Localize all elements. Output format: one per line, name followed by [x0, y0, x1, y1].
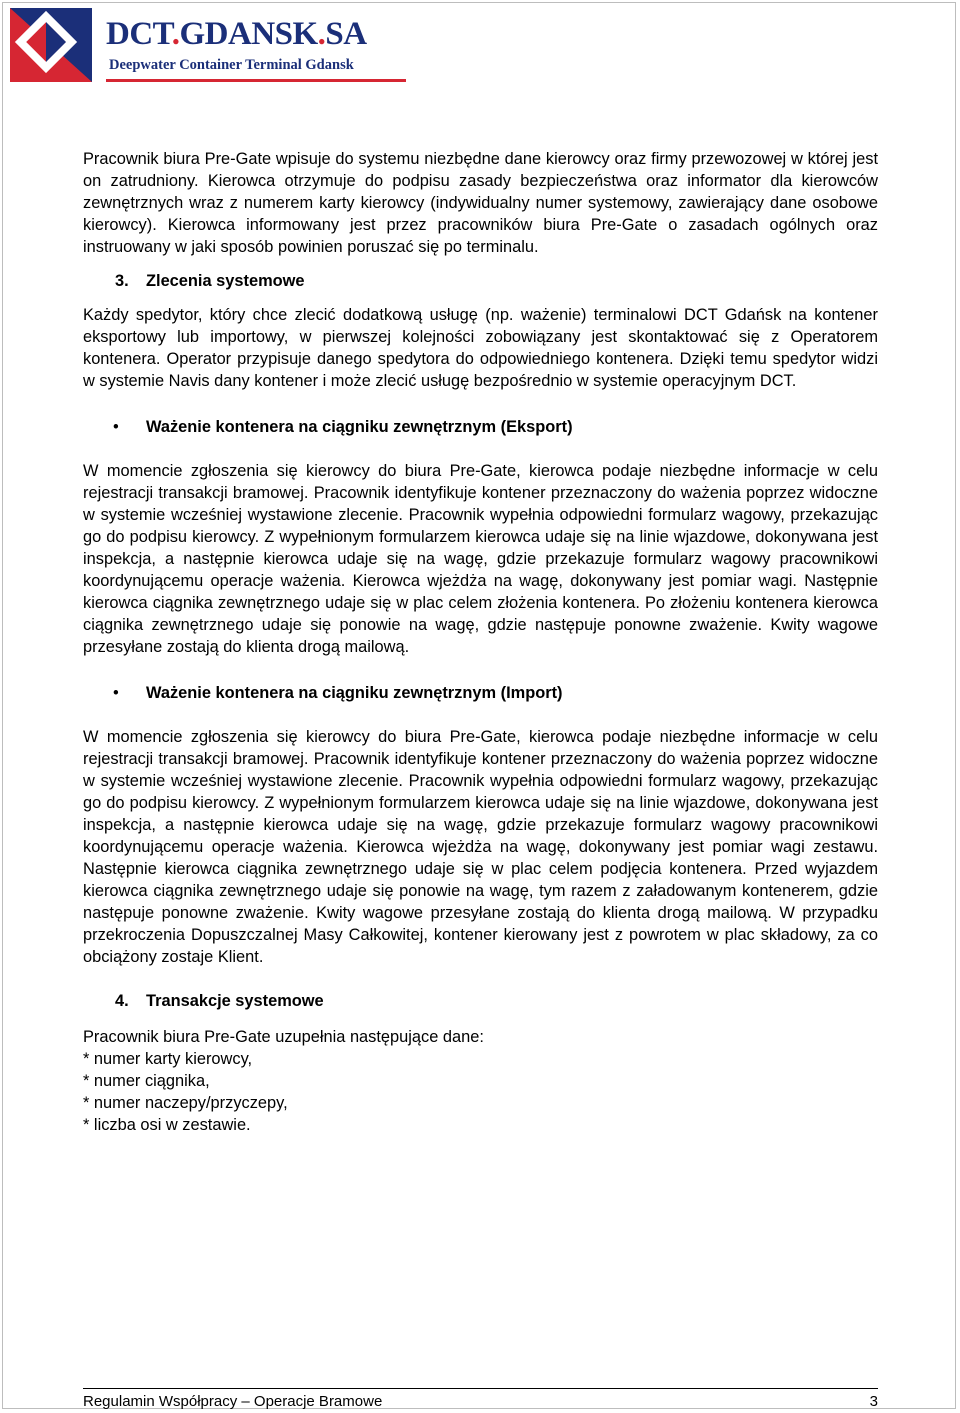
bullet-icon: •: [113, 684, 119, 702]
header-logo: [8, 6, 408, 86]
export-paragraph: W momencie zgłoszenia się kierowcy do biura Pre-Gate, kierowca podaje niezbędne informacje w celu rejestracji transakcji bramowej. Pracownik identyfikuje kontener przeznaczony do ważenia poprzez widoczne w systemie wcześniej wystawione zlecenie. Pracownik wypełnia odpowiedni formularz wagowy, przekazując go do podpisu kierowcy. Z wypełnionym formularzem kierowca udaje się na linie wjazdowe, dokonywana jest inspekcja, a następnie kierowca udaje się na wagę, gdzie przekazuje formularz wagowy pracownikowi koordynującemu operacje ważenia. Kierowca wjeżdża na wagę, dokonywany jest pomiar wagi. Następnie kierowca ciągnika zewnętrznego udaje się w plac celem złożenia kontenera. Po złożeniu kontenera kierowca ciągnika zewnętrznego udaje się ponowie na wagę, gdzie następuje ponowne zważenie. Kwity wagowe przesyłane zostają do klienta drogą mailową.: [83, 462, 878, 656]
import-title: Ważenie kontenera na ciągniku zewnętrznym (Import): [146, 684, 563, 702]
list-item: * numer ciągnika,: [83, 1072, 210, 1090]
document-body: [83, 148, 878, 1136]
footer-divider: [83, 1388, 878, 1389]
logo-title: DCT.GDANSK.SA: [106, 16, 367, 52]
page-number: 3: [869, 1393, 878, 1410]
import-heading: [83, 682, 878, 704]
import-paragraph: W momencie zgłoszenia się kierowcy do biura Pre-Gate, kierowca podaje niezbędne informacje w celu rejestracji transakcji bramowej. Pracownik identyfikuje kontener przeznaczony do ważenia poprzez widoczne w systemie wcześniej wystawione zlecenie. Pracownik wypełnia odpowiedni formularz wagowy, przekazując go do podpisu kierowcy. Z wypełnionym formularzem kierowca udaje się na linie wjazdowe, dokonywana jest inspekcja, a następnie kierowca udaje się na wagę, gdzie przekazuje formularz wagowy pracownikowi koordynującemu operacje ważenia. Kierowca wjeżdża na wagę, dokonywany jest pomiar wagi zestawu. Następnie kierowca ciągnika zewnętrznego udaje się w plac celem podjęcia kontenera. Przed wyjazdem kierowca ciągnika zewnętrznego udaje się ponowie na wagę, tym razem z załadowanym kontenerem, gdzie następuje ponowne zważenie. Kwity wagowe przesyłane zostają do klienta drogą mailową. W przypadku przekroczenia Dopuszczalnej Masy Całkowitej, kontener kierowany jest z powrotem w plac składowy, za co obciążony zostaje Klient.: [83, 728, 878, 966]
logo-underline: [106, 79, 406, 82]
section-3-heading: [83, 270, 878, 292]
section-3-title: Zlecenia systemowe: [146, 272, 305, 290]
logo-subtitle: Deepwater Container Terminal Gdansk: [109, 57, 354, 73]
dct-logo-icon: [8, 6, 96, 86]
footer-title: Regulamin Współpracy – Operacje Bramowe: [83, 1393, 383, 1410]
list-item: * numer naczepy/przyczepy,: [83, 1094, 288, 1112]
bullet-icon: •: [113, 418, 119, 436]
section-4-intro: Pracownik biura Pre-Gate uzupełnia następujące dane:: [83, 1028, 484, 1046]
section-4-heading: [83, 990, 878, 1012]
export-heading: [83, 416, 878, 438]
list-item: * numer karty kierowcy,: [83, 1050, 253, 1068]
section-4-title: Transakcje systemowe: [146, 992, 324, 1010]
section-3-number: 3.: [115, 272, 129, 290]
footer: [83, 1393, 878, 1411]
section-3-paragraph: Każdy spedytor, który chce zlecić dodatkową usługę (np. ważenie) terminalowi DCT Gdańsk na kontener eksportowy lub importowy, w pierwszej kolejności zobowiązany jest skontaktować się z Operatorem kontenera. Operator przypisuje danego spedytora do odpowiedniego kontenera. Dzięki temu spedytor widzi w systemie Navis dany kontener i może zlecić usługę bezpośrednio w systemie operacyjnym DCT.: [83, 306, 878, 390]
intro-paragraph: Pracownik biura Pre-Gate wpisuje do systemu niezbędne dane kierowcy oraz firmy przewozowej w której jest on zatrudniony. Kierowca otrzymuje do podpisu zasady bezpieczeństwa oraz informator dla kierowców zewnętrznych wraz z numerem karty kierowcy (indywidualny numer systemowy, zawierający dane osobowe kierowcy). Kierowca informowany jest przez pracowników biura Pre-Gate o zasadach ogólnych oraz instruowany w jaki sposób powinien poruszać się po terminalu.: [83, 150, 878, 256]
section-4-number: 4.: [115, 992, 129, 1010]
list-item: * liczba osi w zestawie.: [83, 1116, 251, 1134]
export-title: Ważenie kontenera na ciągniku zewnętrznym (Eksport): [146, 418, 573, 436]
